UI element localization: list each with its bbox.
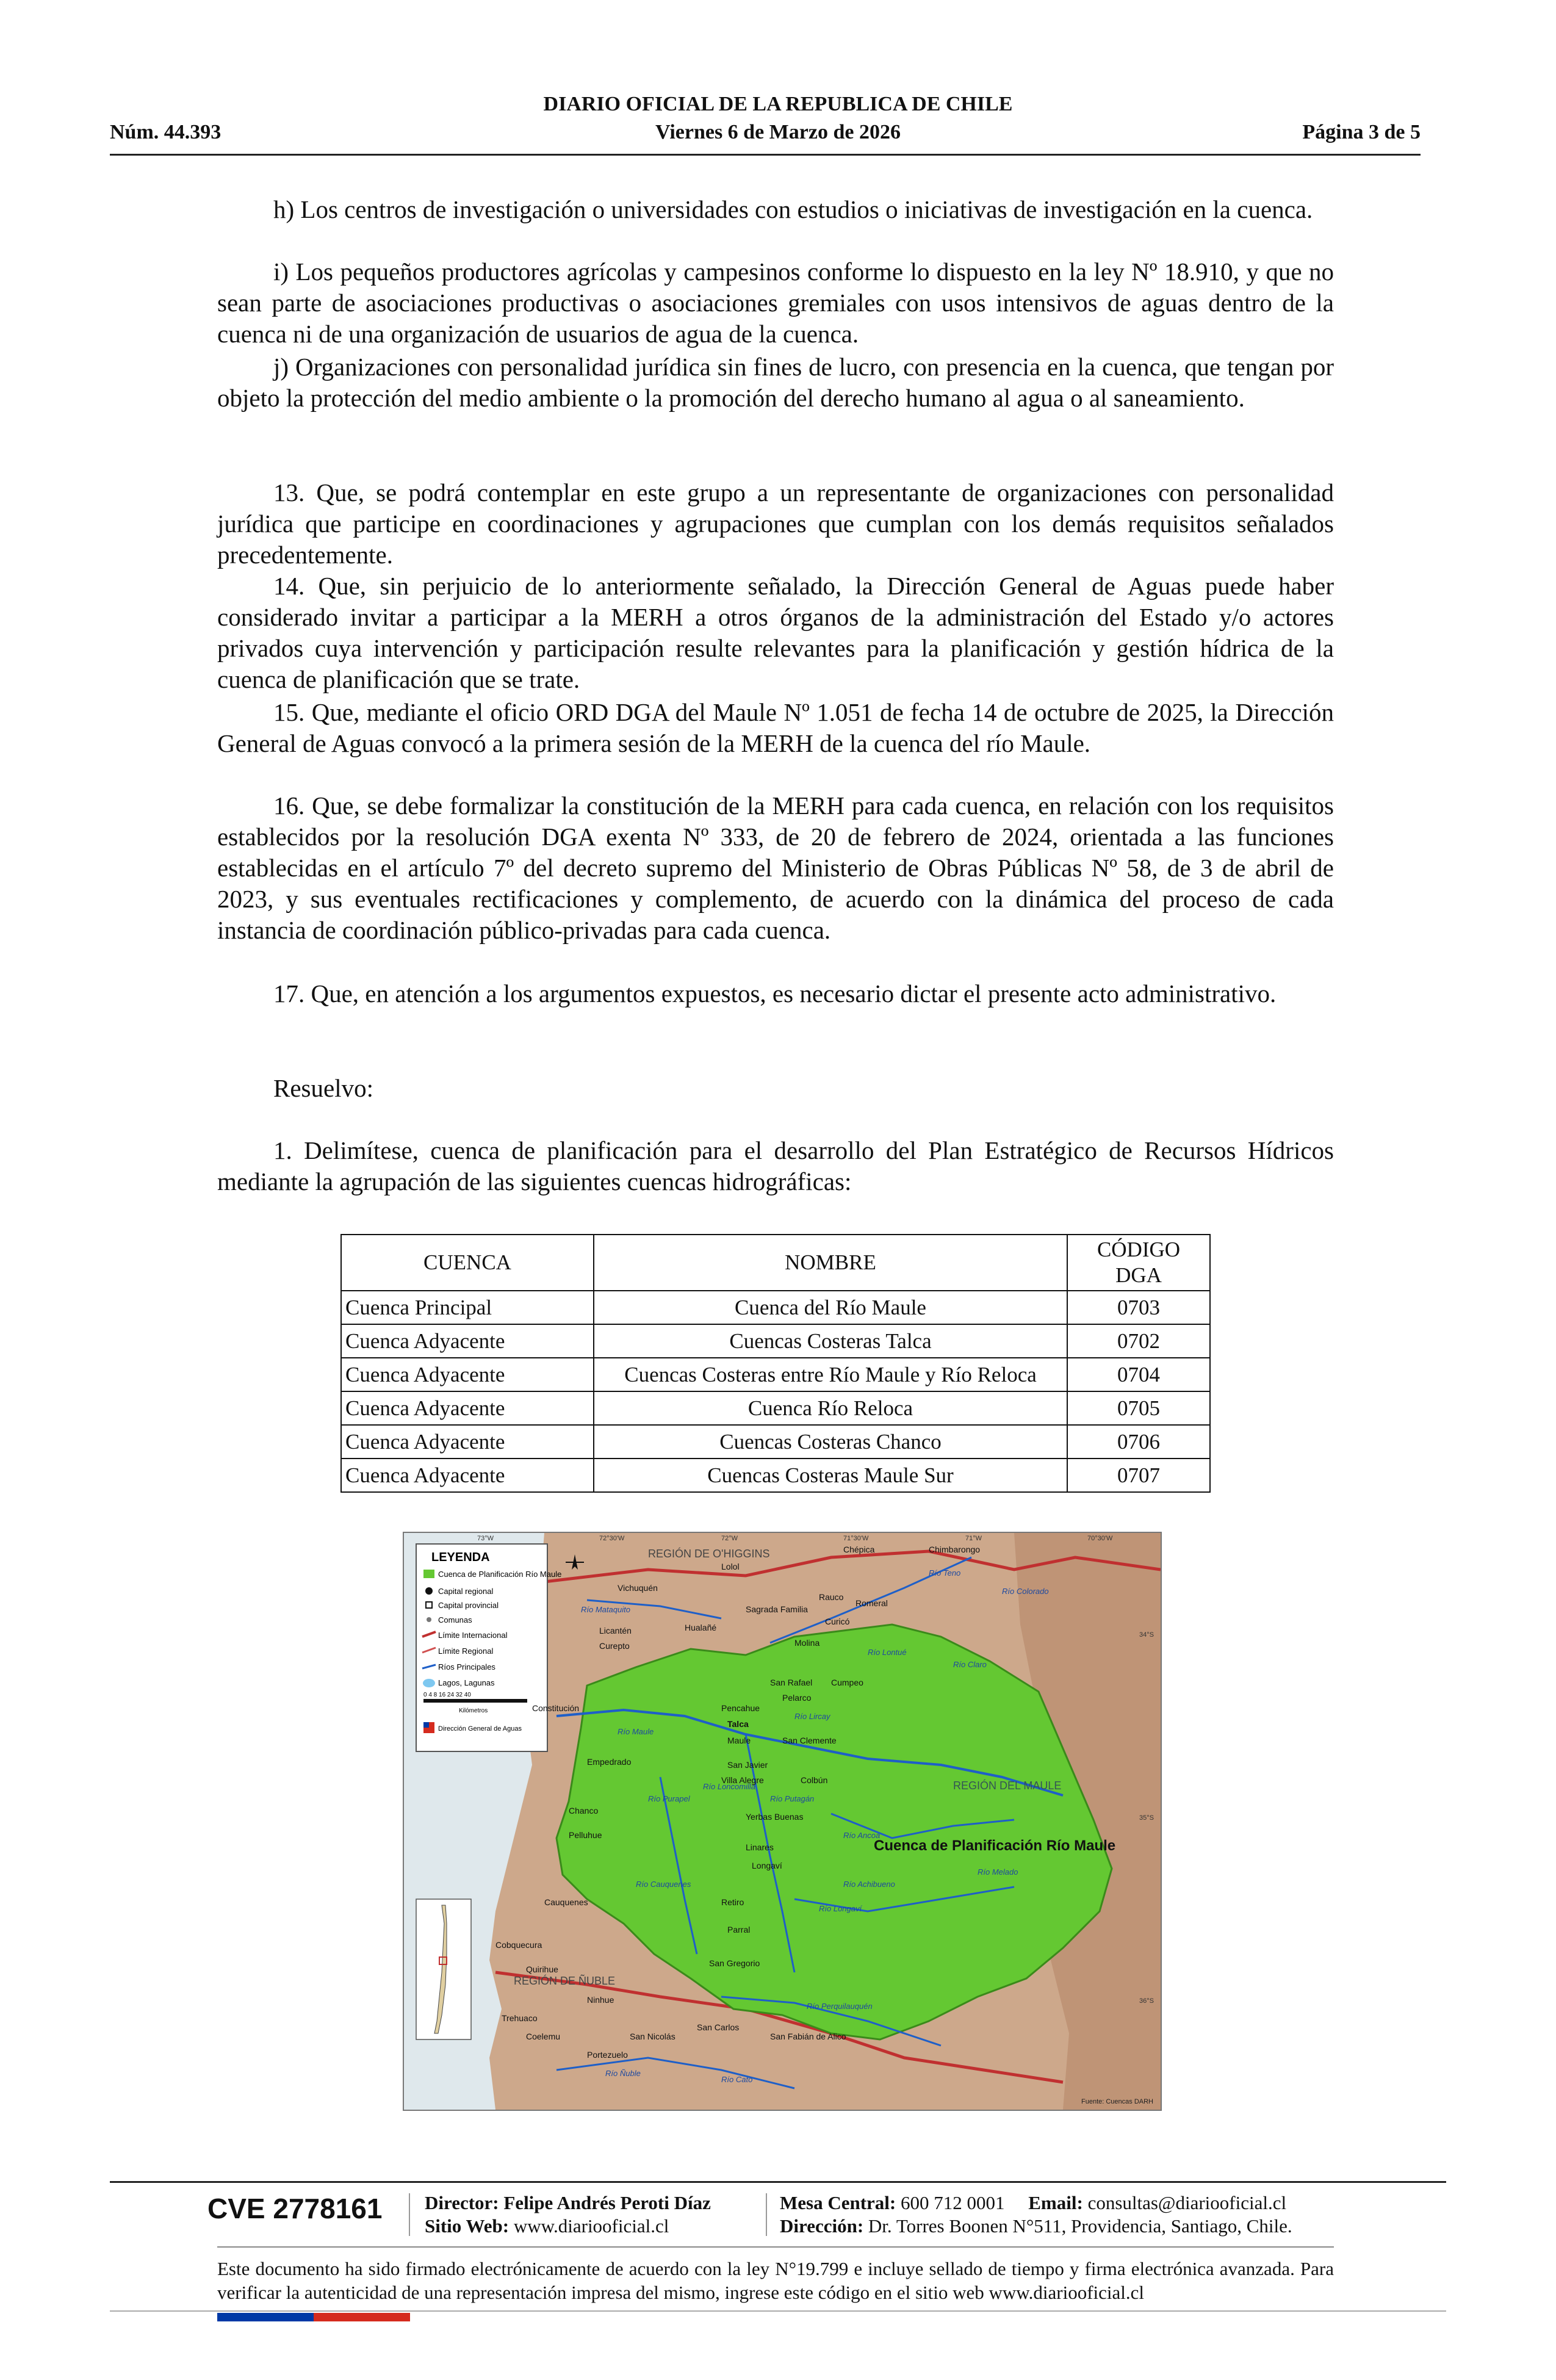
town-label: Linares [746, 1842, 774, 1852]
town-label: Hualañé [685, 1623, 717, 1632]
director-name: Felipe Andrés Peroti Díaz [503, 2192, 711, 2213]
map-canvas [404, 1533, 1161, 2110]
town-label: Portezuelo [587, 2050, 628, 2060]
paragraph-14: 14. Que, sin perjuicio de lo anteriormente señalado, la Dirección General de Aguas puede haber considerado invitar a participar a la MERH a otros órganos de la administración del Estado y/o actores privados cuya intervención y participación resulte relevantes para la planificación y gestión hídrica de la cuenca de planificación que se trate. [217, 572, 1334, 693]
town-label: Yerbas Buenas [746, 1812, 804, 1822]
river-label: Río Putagán [770, 1794, 815, 1803]
town-label: Constitución [532, 1703, 580, 1713]
website-line [425, 2215, 669, 2237]
river-label: Río Lircay [794, 1712, 830, 1721]
email-link[interactable]: consultas@diariooficial.cl [1087, 2192, 1287, 2213]
river-label: Río Perquilauquén [807, 2002, 873, 2011]
legend-title: LEYENDA [431, 1551, 490, 1564]
town-label: Longaví [752, 1861, 782, 1870]
town-label: Pelarco [782, 1693, 812, 1703]
legend-item: Capital regional [438, 1587, 494, 1596]
town-label: Quirihue [526, 1964, 558, 1974]
flag-stripe-blue [217, 2313, 314, 2321]
town-label: Chépica [843, 1545, 875, 1554]
river-label: Río Cauquenes [636, 1880, 691, 1889]
river-label: Río Longaví [819, 1904, 862, 1913]
table-row [341, 1425, 1210, 1459]
table-cell: Cuencas Costeras Chanco [594, 1425, 1067, 1459]
river-label: Río Purapel [648, 1794, 690, 1803]
river-label: Río Melado [978, 1867, 1018, 1877]
footer-rule-top [110, 2181, 1446, 2183]
mesa-label: Mesa Central: [780, 2192, 896, 2213]
lon-tick: 72°30'W [599, 1535, 625, 1542]
table-row [341, 1324, 1210, 1358]
table-row [341, 1358, 1210, 1391]
town-label: Cauquenes [544, 1897, 588, 1907]
scale-bar [423, 1699, 527, 1703]
signature-notice: Este documento ha sido firmado electrónicamente de acuerdo con la ley N°19.799 e incluye sellado de tiempo y firma electrónica avanzada. Para verificar la autenticidad de una representación impresa del mismo, ingrese este código en el sitio web www.diariooficial.cl [217, 2258, 1334, 2303]
table-cell: Cuencas Costeras Maule Sur [594, 1459, 1067, 1492]
river-label: Río Claro [953, 1660, 987, 1669]
river-label: Río Ancoa [843, 1831, 881, 1840]
legend-swatch-basin [423, 1570, 434, 1578]
footer-divider [409, 2193, 410, 2236]
paragraph-17: 17. Que, en atención a los argumentos expuestos, es necesario dictar el presente acto administrativo. [273, 979, 1277, 1008]
legend-item: Capital provincial [438, 1601, 499, 1610]
paragraph-16: 16. Que, se debe formalizar la constitución de la MERH para cada cuenca, en relación con los requisitos establecidos por la resolución DGA exenta Nº 333, de 20 de febrero de 2024, orientada a las funciones establecidas en el artículo 7º del decreto supremo del Ministerio de Obras Públicas Nº 58, de 3 de abril de 2023, y sus eventuales rectificaciones y complemento, de acuerdo con la dinámica del proceso de cada instancia de coordinación público-privadas para cada cuenca. [217, 792, 1334, 944]
director-line [425, 2192, 711, 2214]
map-source: Fuente: Cuencas DARH [1081, 2098, 1153, 2105]
table-header-row [341, 1235, 1210, 1291]
address-line [780, 2215, 1292, 2237]
website-link[interactable]: www.diariooficial.cl [513, 2215, 669, 2237]
river-label: Río Colorado [1002, 1587, 1049, 1596]
table-cell: 0707 [1067, 1459, 1210, 1492]
mesa-phone: 600 712 0001 [901, 2192, 1005, 2213]
resolution-item-1: 1. Delimítese, cuenca de planificación para el desarrollo del Plan Estratégico de Recursos Hídricos mediante la agrupación de las siguientes cuencas hidrográficas: [217, 1136, 1334, 1195]
table-cell: 0705 [1067, 1391, 1210, 1425]
agency-name: Dirección General de Aguas [438, 1725, 522, 1733]
column-header: NOMBRE [594, 1235, 1067, 1291]
town-label: Curepto [599, 1641, 630, 1651]
legend-item: Ríos Principales [438, 1662, 495, 1671]
table-row [341, 1291, 1210, 1324]
town-label: Chimbarongo [929, 1545, 981, 1554]
town-label: Maule [727, 1736, 751, 1745]
table-cell: Cuencas Costeras Talca [594, 1324, 1067, 1358]
newspaper-title: DIARIO OFICIAL DE LA REPUBLICA DE CHILE [543, 93, 1013, 115]
legend-item: Comunas [438, 1615, 472, 1625]
town-label: San Fabián de Alico [770, 2032, 846, 2041]
paragraph-13: 13. Que, se podrá contemplar en este grupo a un representante de organizaciones con personalidad jurídica que participe en coordinaciones y agrupaciones que cumplan con los demás requisitos señalados precedentemente. [217, 478, 1334, 569]
scale-label: Kilómetros [459, 1707, 488, 1714]
lon-tick: 70°30'W [1087, 1535, 1113, 1542]
legend-swatch-lakes [423, 1679, 435, 1687]
river-label: Río Ñuble [605, 2069, 641, 2078]
table-cell: Cuenca Adyacente [341, 1324, 594, 1358]
flag-stripe-red [314, 2313, 410, 2321]
town-label: Vichuquén [618, 1583, 658, 1593]
town-label: Sagrada Familia [746, 1604, 808, 1614]
table-cell: Cuenca Adyacente [341, 1459, 594, 1492]
website-label: Sitio Web: [425, 2215, 510, 2237]
town-label: Trehuaco [502, 2013, 538, 2023]
river-label: Río Maule [618, 1727, 654, 1736]
town-label: Chanco [569, 1806, 599, 1816]
table-cell: Cuenca Adyacente [341, 1358, 594, 1391]
town-label: San Rafael [770, 1678, 813, 1687]
table-cell: 0702 [1067, 1324, 1210, 1358]
lon-tick: 71°W [965, 1535, 982, 1542]
town-label: Ninhue [587, 1995, 614, 2005]
river-label: Río Cato [721, 2075, 753, 2084]
email-label: Email: [1028, 2192, 1083, 2213]
town-label: San Javier [727, 1760, 768, 1770]
town-label: Retiro [721, 1897, 744, 1907]
river-label: Río Lontué [868, 1648, 907, 1657]
town-label: San Clemente [782, 1736, 837, 1745]
legend-item: Límite Internacional [438, 1631, 508, 1640]
legend-swatch-comunas [427, 1617, 431, 1622]
address-value: Dr. Torres Boonen N°511, Providencia, Santiago, Chile. [868, 2215, 1292, 2237]
table-cell: Cuenca Adyacente [341, 1391, 594, 1425]
basin-label: Cuenca de Planificación Río Maule [874, 1837, 1116, 1854]
lat-tick: 35°S [1139, 1814, 1154, 1822]
town-label: Pencahue [721, 1703, 760, 1713]
town-label: Curicó [825, 1617, 850, 1626]
river-label: Río Loncomilla [703, 1782, 755, 1791]
basin-map [403, 1532, 1162, 2111]
town-label: Lolol [721, 1562, 740, 1571]
footer-rule-middle [217, 2246, 1334, 2248]
table-cell: Cuencas Costeras entre Río Maule y Río Reloca [594, 1358, 1067, 1391]
town-label: Cobquecura [495, 1940, 542, 1950]
town-label: San Gregorio [709, 1958, 760, 1968]
river-label: Río Teno [929, 1568, 961, 1578]
town-label: Cumpeo [831, 1678, 863, 1687]
legend-item: Cuenca de Planificación Río Maule [438, 1570, 562, 1579]
legend-item: Lagos, Lagunas [438, 1678, 495, 1687]
paragraph-15: 15. Que, mediante el oficio ORD DGA del Maule Nº 1.051 de fecha 14 de octubre de 2025, la Dirección General de Aguas convocó a la primera sesión de la MERH de la cuenca del río Maule. [217, 698, 1334, 757]
table-cell: Cuenca del Río Maule [594, 1291, 1067, 1324]
table-cell: Cuenca Principal [341, 1291, 594, 1324]
basins-table [340, 1234, 1211, 1493]
footer-rule-bottom [110, 2310, 1446, 2312]
table-cell: Cuenca Río Reloca [594, 1391, 1067, 1425]
lon-tick: 71°30'W [843, 1535, 869, 1542]
paragraph-j: j) Organizaciones con personalidad jurídica sin fines de lucro, con presencia en la cuenca, que tengan por objeto la protección del medio ambiente o la promoción del derecho humano al agua o al saneamiento. [217, 353, 1334, 412]
town-label: Coelemu [526, 2032, 561, 2041]
town-label: Pelluhue [569, 1830, 602, 1840]
contact-line [780, 2192, 1286, 2214]
issue-date: Viernes 6 de Marzo de 2026 [655, 121, 901, 143]
agency-logo-canton [423, 1722, 429, 1728]
chile-inset-map [416, 1899, 471, 2039]
table-cell: Cuenca Adyacente [341, 1425, 594, 1459]
town-label: Romeral [855, 1598, 888, 1608]
scale-ticks: 0 4 8 16 24 32 40 [423, 1692, 471, 1698]
town-label: Colbún [801, 1775, 828, 1785]
town-label: Villa Alegre [721, 1775, 764, 1785]
footer-divider [766, 2193, 767, 2236]
town-label: Licantén [599, 1626, 632, 1635]
town-label: San Carlos [697, 2022, 740, 2032]
region-label: REGIÓN DE ÑUBLE [514, 1975, 616, 1987]
legend-item: Límite Regional [438, 1646, 494, 1656]
lat-tick: 34°S [1139, 1631, 1154, 1639]
river-label: Río Achibueno [843, 1880, 895, 1889]
lon-tick: 73°W [477, 1535, 494, 1542]
paragraph-h: h) Los centros de investigación o universidades con estudios o iniciativas de investigación en la cuenca. [273, 195, 1313, 223]
page-indicator: Página 3 de 5 [1302, 121, 1421, 143]
column-header: CÓDIGO DGA [1067, 1235, 1210, 1291]
lat-tick: 36°S [1139, 1997, 1154, 2005]
table-row [341, 1391, 1210, 1425]
column-header: CUENCA [341, 1235, 594, 1291]
lon-tick: 72°W [721, 1535, 738, 1542]
table-cell: 0703 [1067, 1291, 1210, 1324]
region-label: REGIÓN DEL MAULE [953, 1780, 1062, 1792]
header-rule [110, 154, 1421, 156]
director-label: Director: [425, 2192, 499, 2213]
table-cell: 0706 [1067, 1425, 1210, 1459]
town-label: Talca [727, 1719, 749, 1729]
town-label: Rauco [819, 1592, 844, 1602]
table-cell: 0704 [1067, 1358, 1210, 1391]
region-label: REGIÓN DE O'HIGGINS [648, 1548, 770, 1560]
paragraph-i: i) Los pequeños productores agrícolas y campesinos conforme lo dispuesto en la ley Nº 18.910, y que no sean parte de asociaciones productivas o asociaciones gremiales con usos intensivos de aguas dentro de la cuenca ni de una organización de usuarios de agua de la cuenca. [217, 258, 1334, 348]
town-label: Parral [727, 1925, 751, 1935]
issue-number: Núm. 44.393 [110, 121, 222, 143]
resuelvo-heading: Resuelvo: [273, 1074, 373, 1102]
town-label: Molina [794, 1638, 820, 1648]
map-legend [416, 1544, 561, 1751]
river-label: Río Mataquito [581, 1605, 630, 1614]
town-label: San Nicolás [630, 2032, 675, 2041]
table-row [341, 1459, 1210, 1492]
town-label: Empedrado [587, 1757, 632, 1767]
legend-swatch-capital-regional [425, 1587, 433, 1595]
address-label: Dirección: [780, 2215, 864, 2237]
cve-code: CVE 2778161 [207, 2193, 383, 2224]
